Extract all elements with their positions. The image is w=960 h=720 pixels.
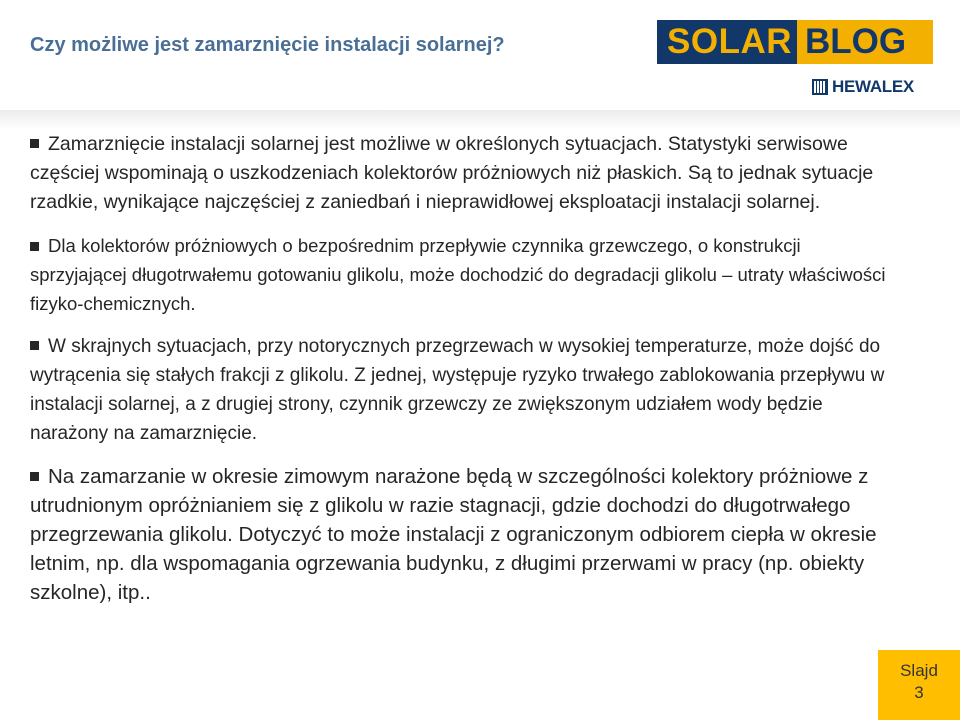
bullet-paragraph [30,231,900,318]
bullet-paragraph [30,462,900,607]
hewalex-text: HEWALEX [832,77,914,96]
slide-body [30,130,900,607]
paragraph-text: Zamarznięcie instalacji solarnej jest możliwe w określonych sytuacjach. Statystyki serwisowe częściej wspominają o uszkodzeniach kolektorów próżniowych niż płaskich. Są to jednak sytuacje rzadkie, wynikające najczęściej z zaniedbań i nieprawidłowej eksploatacji instalacji solarnej. [30,133,874,213]
paragraph-text: Na zamarzanie w okresie zimowym narażone będą w szczególności kolektory próżniowe z utrudnionym opróżnianiem się z glikolu w razie stagnacji, gdzie dochodzi do długotrwałego przegrzewania glikolu. Dotyczyć to może instalacji z ograniczonym odbiorem ciepła w okresie letnim, np. dla wspomagania ogrzewania budynku, z długimi przerwami w pracy (np. obiekty szkolne), itp.. [30,465,877,604]
square-bullet-icon [30,341,39,350]
paragraph-text: Dla kolektorów próżniowych o bezpośrednim przepływie czynnika grzewczego, o konstrukcji sprzyjającej długotrwałemu gotowaniu glikolu, może dochodzić do degradacji glikolu – utraty właściwości fizyko-chemicznych. [30,235,886,314]
paragraph-text: W skrajnych sytuacjach, przy notorycznych przegrzewach w wysokiej temperaturze, może dojść do wytrącenia się stałych frakcji z glikolu. Z jednej, występuje ryzyko trwałego zablokowania przepływu w instalacji solarnej, a z drugiej strony, czynnik grzewczy ze zwiększonym udziałem wody będzie narażony na zamarznięcie. [30,336,885,444]
hewalex-mark-icon [812,79,828,95]
logo-solar-text: SOLAR [657,20,797,64]
logo-blog-text: BLOG [797,20,933,64]
solarblog-logo [657,20,933,64]
square-bullet-icon [30,472,39,481]
square-bullet-icon [30,242,39,251]
slide-number-badge [878,650,960,720]
slide-label: Slajd [900,661,938,680]
slide-title: Czy możliwe jest zamarznięcie instalacji solarnej? [30,34,505,56]
bullet-paragraph [30,332,900,448]
slide-number: 3 [914,683,924,702]
bullet-paragraph [30,130,900,217]
hewalex-logo [812,77,914,97]
square-bullet-icon [30,139,39,148]
